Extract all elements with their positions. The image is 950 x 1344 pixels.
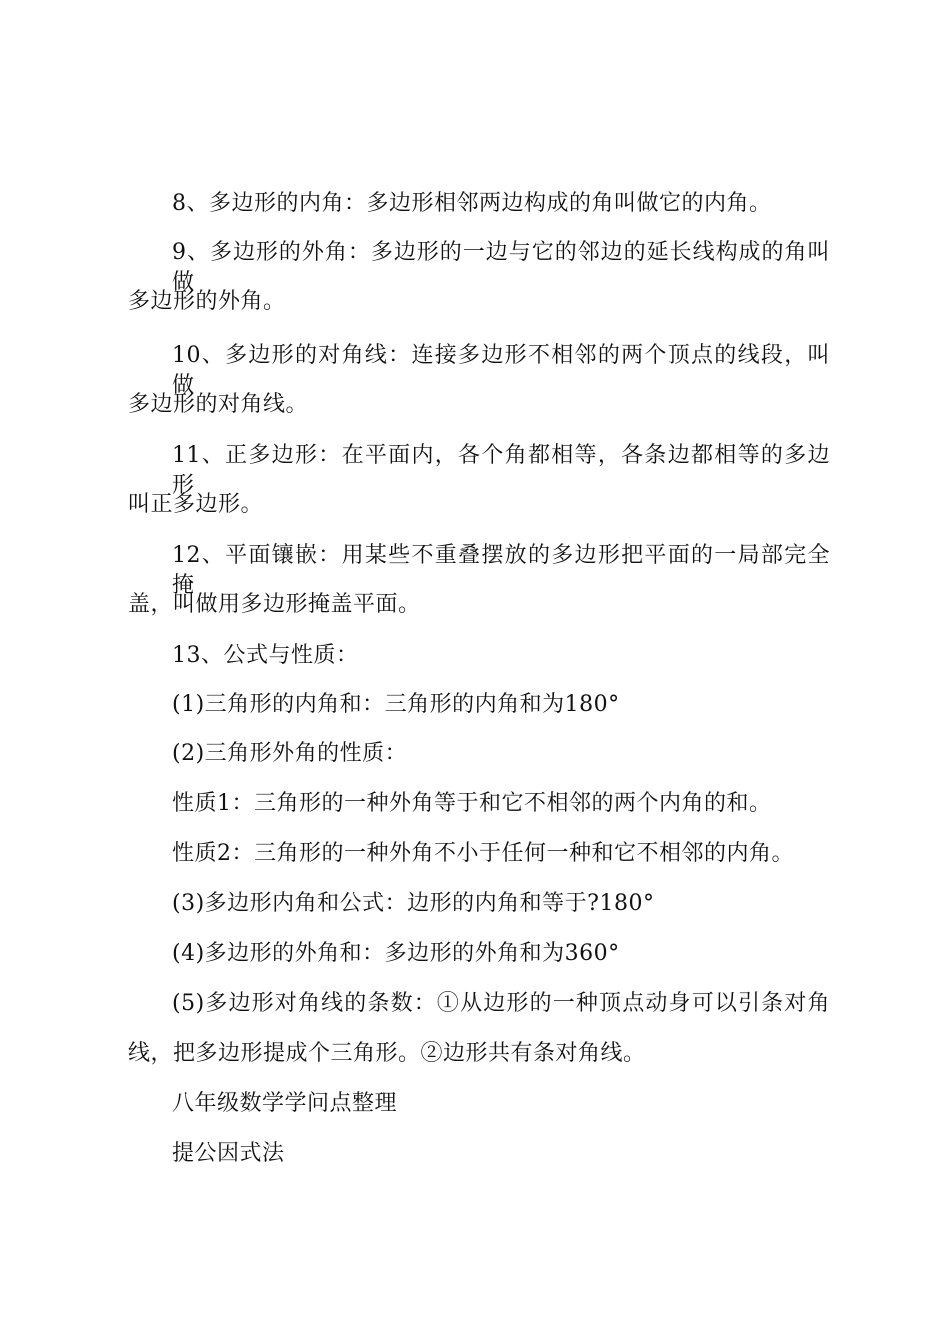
- paragraph-9-line-1: 9、多边形的外角：多边形的一边与它的邻边的延长线构成的角叫做: [172, 240, 830, 295]
- paragraph-8-line-1: 8、多边形的内角：多边形相邻两边构成的角叫做它的内角。: [172, 191, 772, 216]
- formula-1: (1)三角形的内角和：三角形的内角和为180°: [172, 692, 620, 717]
- formula-4: (4)多边形的外角和：多边形的外角和为360°: [172, 941, 620, 966]
- property-2: 性质2：三角形的一种外角不小于任何一种和它不相邻的内角。: [172, 841, 794, 866]
- subsection-heading: 提公因式法: [172, 1141, 285, 1166]
- paragraph-11-line-1: 11、正多边形：在平面内，各个角都相等，各条边都相等的多边形: [172, 443, 830, 498]
- paragraph-12-line-2: 盖，叫做用多边形掩盖平面。: [128, 592, 421, 617]
- paragraph-13: 13、公式与性质：: [172, 643, 359, 668]
- formula-5-line-2: 线，把多边形提成个三角形。②边形共有条对角线。: [128, 1041, 646, 1066]
- property-1: 性质1：三角形的一种外角等于和它不相邻的两个内角的和。: [172, 791, 772, 816]
- paragraph-11-line-2: 叫正多边形。: [128, 492, 264, 517]
- formula-2: (2)三角形外角的性质：: [172, 741, 408, 766]
- paragraph-10-line-1: 10、多边形的对角线：连接多边形不相邻的两个顶点的线段，叫做: [172, 343, 830, 398]
- paragraph-12-line-1: 12、平面镶嵌：用某些不重叠摆放的多边形把平面的一局部完全掩: [172, 543, 830, 598]
- formula-3: (3)多边形内角和公式：边形的内角和等于?180°: [172, 891, 655, 916]
- paragraph-9-line-2: 多边形的外角。: [128, 289, 286, 314]
- paragraph-10-line-2: 多边形的对角线。: [128, 392, 309, 417]
- section-heading: 八年级数学学问点整理: [172, 1091, 398, 1116]
- formula-5-line-1: (5)多边形对角线的条数：①从边形的一种顶点动身可以引条对角: [172, 991, 830, 1016]
